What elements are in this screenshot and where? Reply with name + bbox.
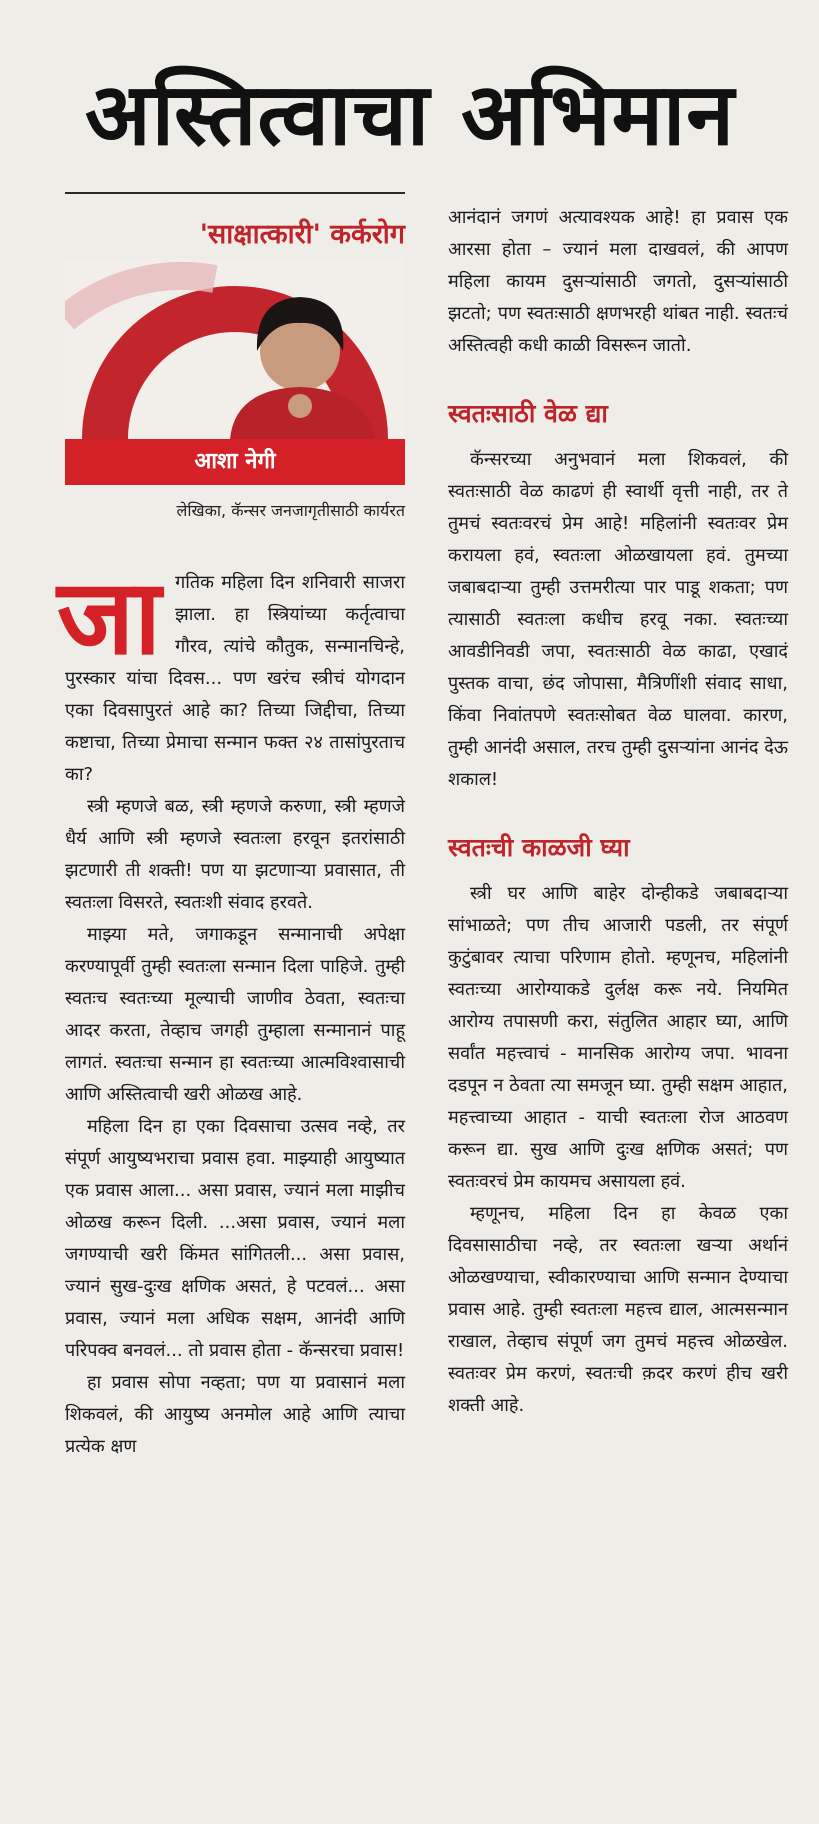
paragraph: आनंदानं जगणं अत्यावश्यक आहे! हा प्रवास एक आरसा होता – ज्यानं मला दाखवलं, की आपण महिला कायम दुसऱ्यांसाठी जगतो, दुसऱ्यांसाठी झटतो; पण स्वतःसाठी क्षणभरही थांबत नाही. स्वतःचं अस्तित्वही कधी काळी विसरून जातो. <box>448 207 788 356</box>
lead-paragraph <box>57 556 405 791</box>
paragraph: स्त्री घर आणि बाहेर दोन्हीकडे जबाबदाऱ्या सांभाळते; पण तीच आजारी पडली, तर संपूर्ण कुटुंबावर त्याचा परिणाम होतो. म्हणूनच, महिलांनी स्वतःच्या आरोग्याकडे दुर्लक्ष करू नये. नियमित आरोग्य तपासणी करा, संतुलित आहार घ्या, आणि सर्वांत महत्त्वाचं - मानसिक आरोग्य जपा. भावना दडपून न ठेवता त्या समजून घ्या. तुम्ही सक्षम आहात, महत्त्वाच्या आहात - याची स्वतःला रोज आठवण करून द्या. सुख आणि दुःख क्षणिक असतं; पण स्वतःवरचं प्रेम कायमच असायला हवं. <box>448 883 788 1192</box>
paragraph: माझ्या मते, जगाकडून सन्मानाची अपेक्षा करण्यापूर्वी तुम्ही स्वतःला सन्मान दिला पाहिजे. तुम्ही स्वतःच स्वतःच्या मूल्याची जाणीव ठेवता, स्वतःचा आदर करता, तेव्हाच जगही तुम्हाला सन्मानानं पाहू लागतं. स्वतःचा सन्मान हा स्वतःच्या आत्मविश्वासाची आणि अस्तित्वाची खरी ओळख आहे. <box>65 924 405 1105</box>
paragraph: कॅन्सरच्या अनुभवानं मला शिकवलं, की स्वतःसाठी वेळ काढणं ही स्वार्थी वृत्ती नाही, तर ते तुमचं स्वतःवरचं प्रेम आहे! महिलांनी स्वतःवर प्रेम करायला हवं, स्वतःला ओळखायला हवं. तुमच्या जबाबदाऱ्या तुम्ही उत्तमरीत्या पार पाडू शकता; पण त्यासाठी स्वतःला कधीच हरवू नका. स्वतःच्या आवडीनिवडी जपा, स्वतःसाठी वेळ काढा, एखादं पुस्तक वाचा, छंद जोपासा, मैत्रिणींशी संवाद साधा, किंवा निवांतपणे स्वतःसोबत वेळ घालवा. कारण, तुम्ही आनंदी असाल, तरच तुम्ही दुसऱ्यांना आनंद देऊ शकाल! <box>448 449 788 790</box>
subheading: स्वतःसाठी वेळ द्या <box>448 399 608 428</box>
drop-cap: जा <box>57 556 162 678</box>
paragraph: हा प्रवास सोपा नव्हता; पण या प्रवासानं मला शिकवलं, की आयुष्य अनमोल आहे आणि त्याचा प्रत्येक क्षण <box>65 1372 405 1457</box>
subheading: स्वतःची काळजी घ्या <box>448 833 630 862</box>
author-role: लेखिका, कॅन्सर जनजागृतीसाठी कार्यरत <box>176 501 405 520</box>
portrait-graphic <box>65 259 405 439</box>
author-name: आशा नेगी <box>65 439 405 485</box>
lead-text: गतिक महिला दिन शनिवारी साजरा झाला. हा स्त्रियांच्या कर्तृत्वाचा गौरव, त्यांचे कौतुक, सन्मानचिन्हे, पुरस्कार यांचा दिवस... पण खरंच स्त्रीचं योगदान एका दिवसापुरतं आहे का? तिच्या जिद्दीचा, तिच्या कष्टाचा, तिच्या प्रेमाचा सन्मान फक्त २४ तासांपुरताच का? <box>65 572 405 785</box>
column-rule <box>65 192 405 194</box>
paragraph: महिला दिन हा एका दिवसाचा उत्सव नव्हे, तर संपूर्ण आयुष्यभराचा प्रवास हवा. माझ्याही आयुष्यात एक प्रवास आला... असा प्रवास, ज्यानं मला माझीच ओळख करून दिली. ...असा प्रवास, ज्यानं मला जगण्याची खरी किंमत सांगितली... असा प्रवास, ज्यानं सुख-दुःख क्षणिक असतं, हे पटवलं... असा प्रवास, ज्यानं मला अधिक सक्षम, आनंदी आणि परिपक्व बनवलं... तो प्रवास होता - कॅन्सरचा प्रवास! <box>65 1116 405 1361</box>
column-name: 'साक्षात्कारी' कर्करोग <box>199 219 405 250</box>
left-column <box>57 192 405 1463</box>
author-portrait <box>65 259 405 439</box>
right-column <box>448 202 788 1422</box>
paragraph: म्हणूनच, महिला दिन हा केवळ एका दिवसासाठीचा नव्हे, तर स्वतःला खऱ्या अर्थानं ओळखण्याचा, स्वीकारण्याचा आणि सन्मान देण्याचा प्रवास आहे. तुम्ही स्वतःला महत्त्व द्याल, आत्मसन्मान राखाल, तेव्हाच संपूर्ण जग तुमचं महत्त्व ओळखेल. स्वतःवर प्रेम करणं, स्वतःची क़दर करणं हीच खरी शक्ती आहे. <box>448 1203 788 1416</box>
paragraph: स्त्री म्हणजे बळ, स्त्री म्हणजे करुणा, स्त्री म्हणजे धैर्य आणि स्त्री म्हणजे स्वतःला हरवून इतरांसाठी झटणारी ती शक्ती! पण या झटणाऱ्या प्रवासात, ती स्वतःला विसरते, स्वतःशी संवाद हरवते. <box>65 796 405 913</box>
headline: अस्तित्वाचा अभिमान <box>84 65 736 165</box>
